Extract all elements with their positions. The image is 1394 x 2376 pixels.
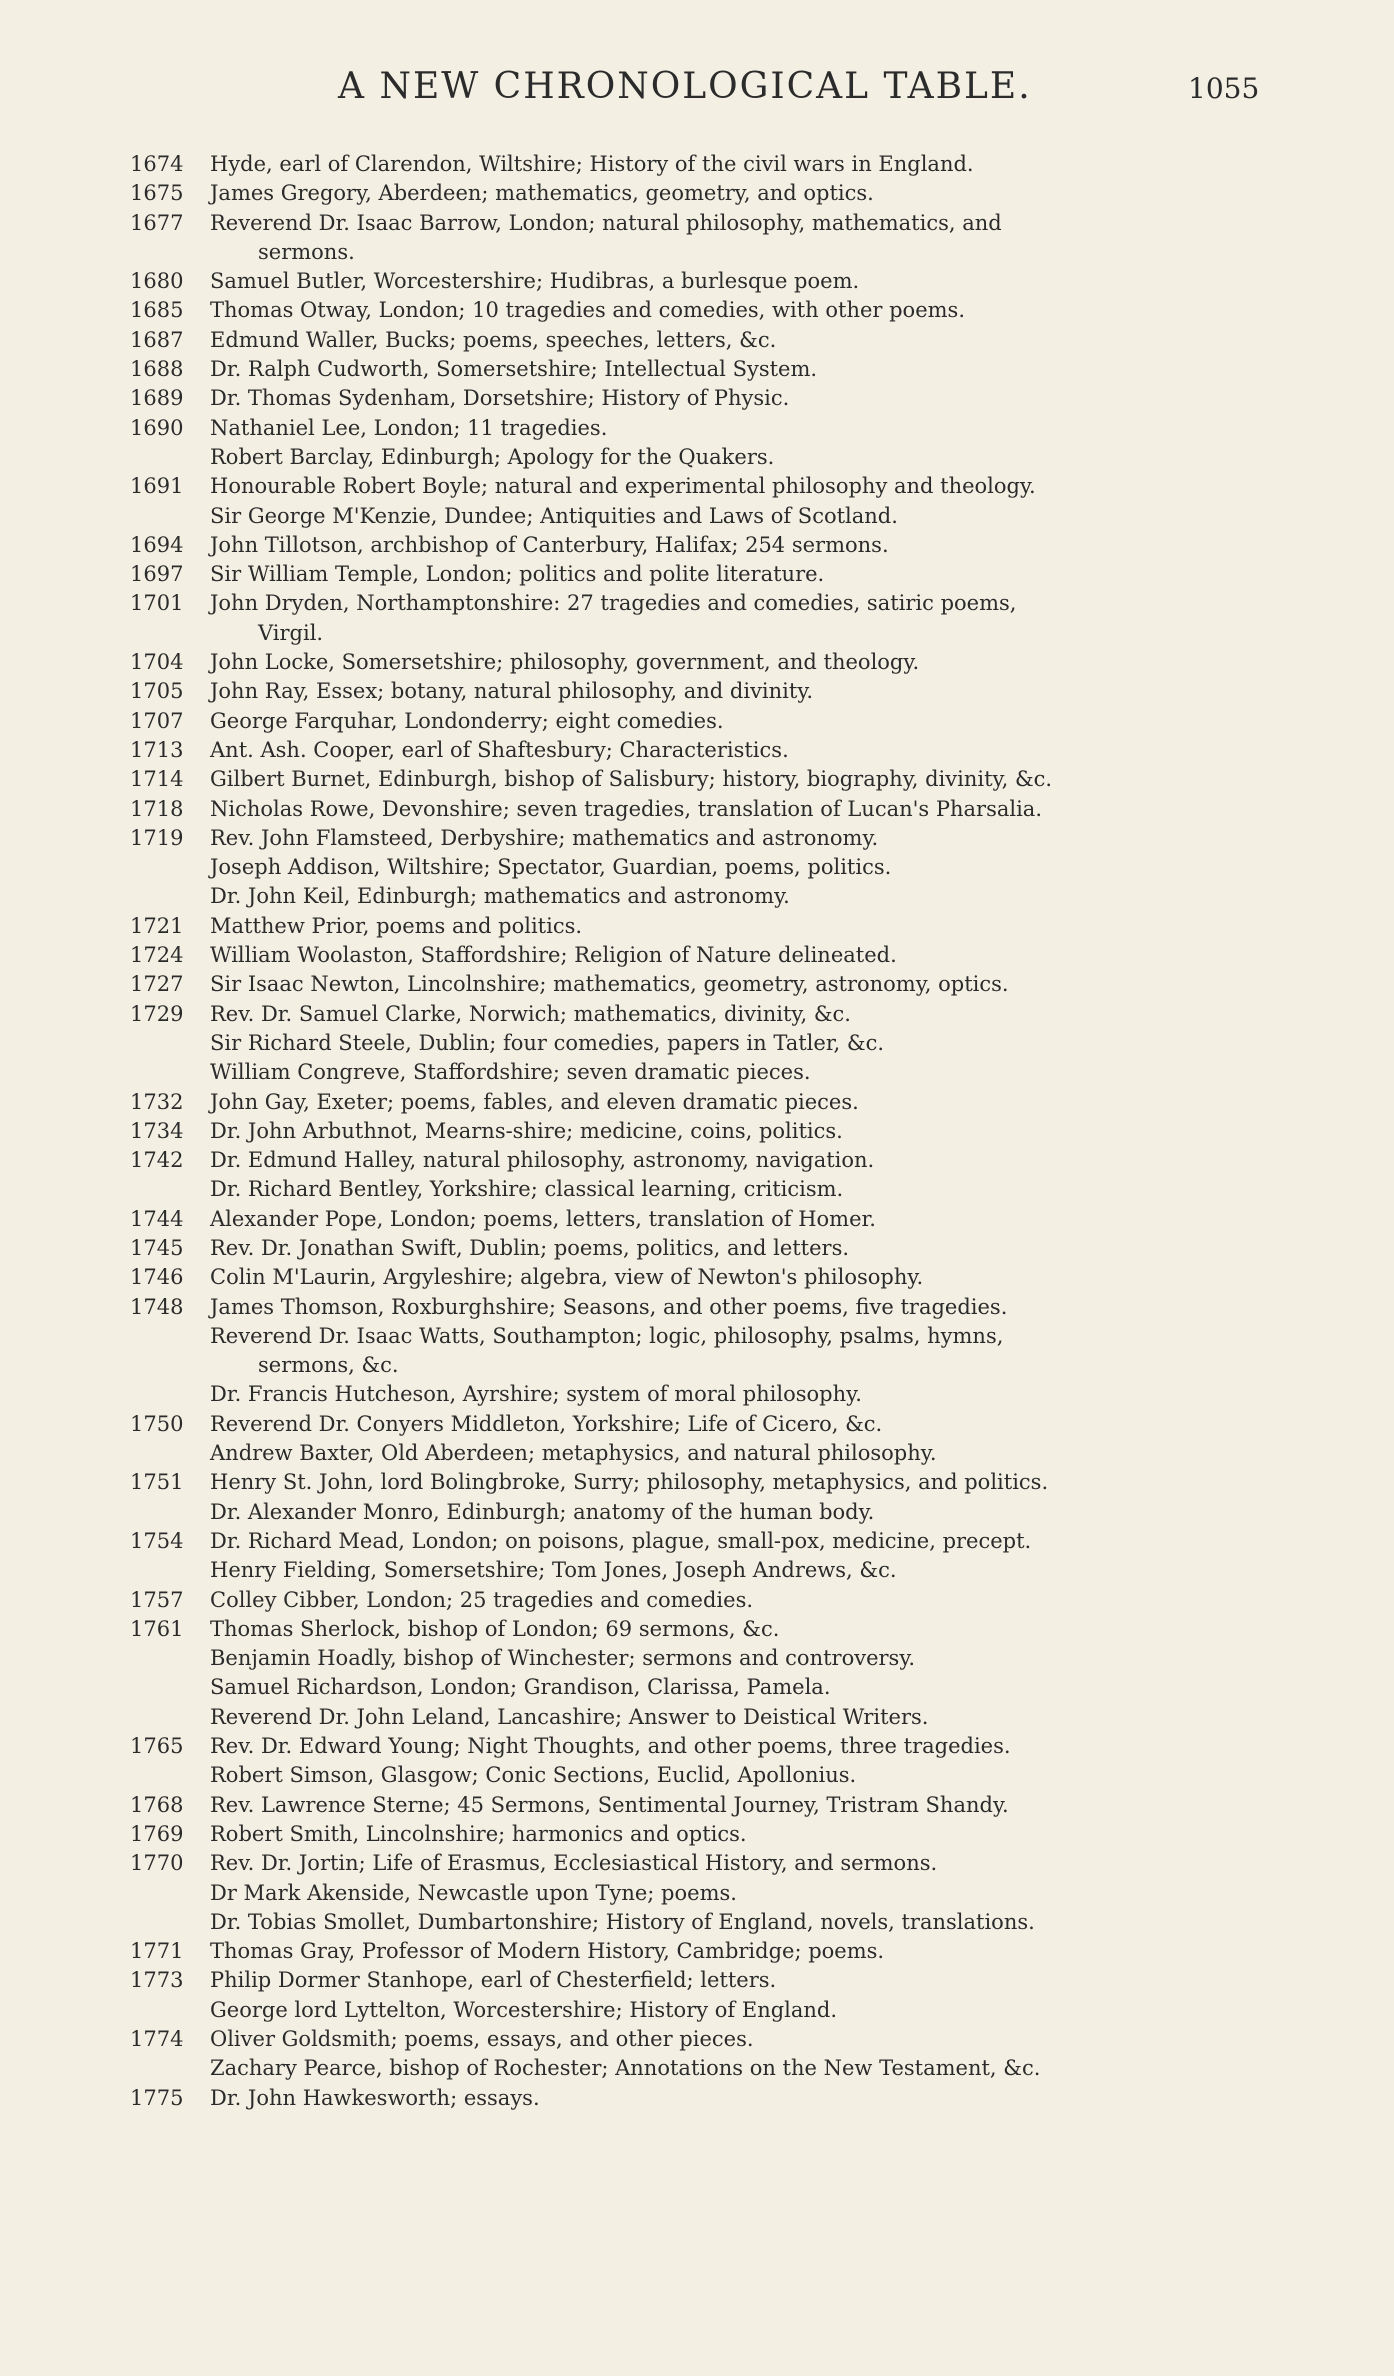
entry-text (210, 648, 1270, 677)
table-row (0, 1527, 1394, 1556)
table-row (0, 326, 1394, 355)
entry-description: Reverend Dr. Conyers Middleton, Yorkshire; Life of Cicero, &c. (210, 1411, 883, 1436)
entry-year: 1734 (130, 1118, 184, 1143)
entry-year: 1674 (130, 152, 184, 176)
entry-description: Edmund Waller, Bucks; poems, speeches, letters, &c. (210, 327, 777, 352)
entry-year: 1690 (130, 415, 184, 440)
entry-text (210, 1586, 1270, 1615)
entry-description: Samuel Richardson, London; Grandison, Clarissa, Pamela. (210, 1675, 831, 1700)
entry-continuation: sermons, &c. (258, 1353, 399, 1378)
entry-continuation: Virgil. (258, 620, 324, 645)
table-row (0, 648, 1394, 677)
entry-text (210, 1175, 1270, 1204)
page-number: 1055 (1188, 72, 1260, 105)
entry-text (210, 1088, 1270, 1117)
table-row (0, 531, 1394, 560)
table-row (0, 209, 1394, 268)
entry-year: 1732 (130, 1089, 184, 1114)
entry-year: 1742 (130, 1148, 184, 1173)
table-row (0, 1996, 1394, 2025)
entry-year: 1687 (130, 327, 184, 352)
entry-text (210, 1146, 1270, 1175)
entry-text (210, 1644, 1270, 1673)
entry-text (210, 677, 1270, 706)
entry-year: 1701 (130, 591, 184, 616)
table-row (0, 1380, 1394, 1409)
entry-text (210, 2025, 1270, 2054)
table-row (0, 795, 1394, 824)
entry-description: Sir George M'Kenzie, Dundee; Antiquities and Laws of Scotland. (210, 503, 898, 528)
entry-text (210, 1937, 1270, 1966)
entry-description: Reverend Dr. John Leland, Lancashire; Answer to Deistical Writers. (210, 1704, 929, 1729)
entry-year: 1691 (130, 474, 184, 499)
entry-text (210, 736, 1270, 765)
table-row (0, 2025, 1394, 2054)
entry-year: 1685 (130, 298, 184, 323)
table-row (0, 1234, 1394, 1263)
entry-year: 1713 (130, 737, 184, 762)
entry-description: Dr. Ralph Cudworth, Somersetshire; Intellectual System. (210, 357, 818, 382)
entry-text (210, 1000, 1270, 1029)
table-row (0, 1586, 1394, 1615)
entry-text (210, 1439, 1270, 1468)
entry-description: Colley Cibber, London; 25 tragedies and comedies. (210, 1587, 754, 1612)
entry-year: 1768 (130, 1792, 184, 1817)
entry-text (210, 443, 1270, 472)
entry-text (210, 355, 1270, 384)
entry-text (210, 795, 1270, 824)
entry-description: John Locke, Somersetshire; philosophy, government, and theology. (210, 650, 920, 675)
entry-text (210, 970, 1270, 999)
table-row (0, 1761, 1394, 1790)
entry-text (210, 589, 1270, 648)
entry-description: Dr. John Hawkesworth; essays. (210, 2085, 540, 2110)
entry-description: Thomas Otway, London; 10 tragedies and comedies, with other poems. (210, 298, 965, 323)
entry-description: Thomas Gray, Professor of Modern History, Cambridge; poems. (210, 1939, 885, 1964)
table-row (0, 736, 1394, 765)
entry-text (210, 2084, 1270, 2113)
entry-description: Benjamin Hoadly, bishop of Winchester; sermons and controversy. (210, 1646, 916, 1671)
entry-text (210, 1117, 1270, 1146)
table-row (0, 1088, 1394, 1117)
table-row (0, 1615, 1394, 1644)
entry-year: 1773 (130, 1968, 184, 1993)
entry-text (210, 765, 1270, 794)
table-row (0, 1498, 1394, 1527)
entry-text (210, 502, 1270, 531)
entry-year: 1680 (130, 269, 184, 294)
table-row (0, 1908, 1394, 1937)
entry-year: 1694 (130, 532, 184, 557)
entry-description: James Gregory, Aberdeen; mathematics, geometry, and optics. (210, 181, 874, 206)
entry-year: 1775 (130, 2085, 184, 2110)
entry-description: George lord Lyttelton, Worcestershire; History of England. (210, 1997, 838, 2022)
table-row (0, 1966, 1394, 1995)
entry-text (210, 1556, 1270, 1585)
entry-year: 1771 (130, 1939, 184, 1964)
entry-year: 1745 (130, 1235, 184, 1260)
table-row (0, 1263, 1394, 1292)
entry-description: Rev. Dr. Jonathan Swift, Dublin; poems, politics, and letters. (210, 1235, 850, 1260)
entry-description: Oliver Goldsmith; poems, essays, and other pieces. (210, 2027, 754, 2051)
entry-text (210, 326, 1270, 355)
table-row (0, 2054, 1394, 2083)
entry-description: George Farquhar, Londonderry; eight comedies. (210, 708, 724, 733)
entry-year: 1677 (130, 210, 184, 235)
entry-text (210, 707, 1270, 736)
entry-description: Dr. Edmund Halley, natural philosophy, astronomy, navigation. (210, 1148, 875, 1173)
entry-year: 1705 (130, 679, 184, 704)
table-row (0, 1293, 1394, 1322)
entry-year: 1754 (130, 1528, 184, 1553)
entry-description: Robert Simson, Glasgow; Conic Sections, Euclid, Apollonius. (210, 1763, 857, 1788)
entry-description: Dr. Francis Hutcheson, Ayrshire; system of moral philosophy. (210, 1382, 862, 1407)
table-row (0, 1703, 1394, 1732)
entry-text (210, 267, 1270, 296)
entry-text (210, 1820, 1270, 1849)
entry-year: 1729 (130, 1001, 184, 1026)
entry-text (210, 560, 1270, 589)
entry-year: 1704 (130, 650, 184, 675)
table-row (0, 1322, 1394, 1381)
entry-description: Rev. Dr. Samuel Clarke, Norwich; mathematics, divinity, &c. (210, 1001, 851, 1026)
entry-description: Alexander Pope, London; poems, letters, translation of Homer. (210, 1206, 876, 1231)
entry-description: Dr. Richard Bentley, Yorkshire; classical learning, criticism. (210, 1177, 844, 1202)
entry-description: Sir William Temple, London; politics and polite literature. (210, 562, 825, 587)
entry-year: 1761 (130, 1616, 184, 1641)
table-row (0, 384, 1394, 413)
table-row (0, 296, 1394, 325)
table-row (0, 1556, 1394, 1585)
table-row (0, 707, 1394, 736)
entry-description: William Congreve, Staffordshire; seven dramatic pieces. (210, 1060, 811, 1085)
entry-text (210, 1234, 1270, 1263)
entry-description: Sir Richard Steele, Dublin; four comedies, papers in Tatler, &c. (210, 1030, 885, 1055)
entry-year: 1757 (130, 1587, 184, 1612)
entry-text (210, 1732, 1270, 1761)
entry-year: 1727 (130, 972, 184, 997)
entry-text (210, 1498, 1270, 1527)
table-row (0, 1673, 1394, 1702)
table-row (0, 1410, 1394, 1439)
table-row (0, 1468, 1394, 1497)
entry-description: Reverend Dr. Isaac Barrow, London; natural philosophy, mathematics, and (210, 210, 1002, 235)
entry-description: John Tillotson, archbishop of Canterbury, Halifax; 254 sermons. (210, 532, 889, 557)
entry-description: Rev. Lawrence Sterne; 45 Sermons, Sentimental Journey, Tristram Shandy. (210, 1792, 1009, 1817)
table-row (0, 1117, 1394, 1146)
table-row (0, 1937, 1394, 1966)
entry-text (210, 853, 1270, 882)
table-row (0, 1146, 1394, 1175)
table-row (0, 1732, 1394, 1761)
entry-description: Colin M'Laurin, Argyleshire; algebra, view of Newton's philosophy. (210, 1265, 924, 1290)
entry-text (210, 1849, 1270, 1878)
table-row (0, 1029, 1394, 1058)
table-row (0, 912, 1394, 941)
table-row (0, 1820, 1394, 1849)
chronology-list (0, 150, 1394, 2113)
entry-text (210, 1322, 1270, 1381)
entry-description: Thomas Sherlock, bishop of London; 69 sermons, &c. (210, 1616, 780, 1641)
table-row (0, 765, 1394, 794)
entry-year: 1765 (130, 1734, 184, 1759)
entry-text (210, 1205, 1270, 1234)
entry-text (210, 1791, 1270, 1820)
entry-description: Gilbert Burnet, Edinburgh, bishop of Salisbury; history, biography, divinity, &c. (210, 767, 1053, 792)
entry-description: John Ray, Essex; botany, natural philosophy, and divinity. (210, 679, 814, 704)
entry-description: Dr. Richard Mead, London; on poisons, plague, small-pox, medicine, precept. (210, 1528, 1032, 1553)
table-row (0, 941, 1394, 970)
table-row (0, 853, 1394, 882)
table-row (0, 1439, 1394, 1468)
table-row (0, 1849, 1394, 1878)
entry-text (210, 150, 1270, 179)
entry-text (210, 1293, 1270, 1322)
entry-description: Joseph Addison, Wiltshire; Spectator, Guardian, poems, politics. (210, 855, 892, 880)
entry-text (210, 912, 1270, 941)
entry-text (210, 179, 1270, 208)
table-row (0, 267, 1394, 296)
entry-year: 1721 (130, 913, 184, 938)
table-row (0, 502, 1394, 531)
entry-text (210, 531, 1270, 560)
entry-description: Dr. John Keil, Edinburgh; mathematics and astronomy. (210, 884, 790, 909)
entry-year: 1688 (130, 357, 184, 382)
entry-year: 1689 (130, 386, 184, 411)
entry-description: Robert Barclay, Edinburgh; Apology for the Quakers. (210, 444, 775, 469)
entry-text (210, 941, 1270, 970)
table-row (0, 560, 1394, 589)
table-row (0, 589, 1394, 648)
table-row (0, 1058, 1394, 1087)
entry-description: Philip Dormer Stanhope, earl of Chesterfield; letters. (210, 1968, 777, 1993)
table-row (0, 414, 1394, 443)
entry-year: 1719 (130, 825, 184, 850)
entry-year: 1675 (130, 181, 184, 206)
entry-text (210, 1908, 1270, 1937)
table-row (0, 2084, 1394, 2113)
entry-year: 1748 (130, 1294, 184, 1319)
entry-year: 1746 (130, 1265, 184, 1290)
entry-description: Hyde, earl of Clarendon, Wiltshire; History of the civil wars in England. (210, 152, 974, 176)
entry-description: William Woolaston, Staffordshire; Religion of Nature delineated. (210, 943, 897, 968)
entry-continuation: sermons. (258, 239, 355, 264)
table-row (0, 1175, 1394, 1204)
entry-text (210, 1410, 1270, 1439)
entry-description: Sir Isaac Newton, Lincolnshire; mathematics, geometry, astronomy, optics. (210, 972, 1009, 997)
table-row (0, 355, 1394, 384)
page-header (0, 66, 1394, 126)
table-row (0, 677, 1394, 706)
entry-year: 1714 (130, 767, 184, 792)
entry-text (210, 1527, 1270, 1556)
entry-year: 1697 (130, 562, 184, 587)
entry-year: 1744 (130, 1206, 184, 1231)
entry-description: Robert Smith, Lincolnshire; harmonics and optics. (210, 1821, 747, 1846)
entry-text (210, 209, 1270, 268)
entry-description: Samuel Butler, Worcestershire; Hudibras, a burlesque poem. (210, 269, 860, 294)
entry-description: Nicholas Rowe, Devonshire; seven tragedies, translation of Lucan's Pharsalia. (210, 796, 1042, 821)
entry-text (210, 1263, 1270, 1292)
entry-year: 1751 (130, 1470, 184, 1495)
entry-description: Andrew Baxter, Old Aberdeen; metaphysics, and natural philosophy. (210, 1441, 937, 1466)
entry-description: Dr. Thomas Sydenham, Dorsetshire; History of Physic. (210, 386, 790, 411)
entry-description: John Gay, Exeter; poems, fables, and eleven dramatic pieces. (210, 1089, 859, 1114)
entry-text (210, 1996, 1270, 2025)
entry-description: Rev. Dr. Jortin; Life of Erasmus, Ecclesiastical History, and sermons. (210, 1851, 938, 1876)
entry-text (210, 1879, 1270, 1908)
table-row (0, 1000, 1394, 1029)
entry-year: 1774 (130, 2027, 184, 2051)
entry-description: Reverend Dr. Isaac Watts, Southampton; logic, philosophy, psalms, hymns, (210, 1323, 1004, 1348)
entry-description: Rev. Dr. Edward Young; Night Thoughts, and other poems, three tragedies. (210, 1734, 1011, 1759)
entry-description: Dr. John Arbuthnot, Mearns-shire; medicine, coins, politics. (210, 1118, 843, 1143)
entry-text (210, 1615, 1270, 1644)
table-row (0, 1205, 1394, 1234)
entry-description: Zachary Pearce, bishop of Rochester; Annotations on the New Testament, &c. (210, 2056, 1041, 2081)
entry-description: Henry St. John, lord Bolingbroke, Surry; philosophy, metaphysics, and politics. (210, 1470, 1049, 1495)
entry-description: Matthew Prior, poems and politics. (210, 913, 583, 938)
table-row (0, 1879, 1394, 1908)
entry-description: Nathaniel Lee, London; 11 tragedies. (210, 415, 608, 440)
entry-text (210, 1703, 1270, 1732)
entry-description: Ant. Ash. Cooper, earl of Shaftesbury; Characteristics. (210, 737, 789, 762)
table-row (0, 179, 1394, 208)
entry-text (210, 2054, 1270, 2083)
entry-description: Honourable Robert Boyle; natural and experimental philosophy and theology. (210, 474, 1036, 499)
entry-description: John Dryden, Northamptonshire: 27 tragedies and comedies, satiric poems, (210, 591, 1017, 616)
table-row (0, 443, 1394, 472)
table-row (0, 882, 1394, 911)
entry-text (210, 1761, 1270, 1790)
entry-text (210, 414, 1270, 443)
page-title: A NEW CHRONOLOGICAL TABLE. (338, 66, 1032, 107)
entry-text (210, 1673, 1270, 1702)
entry-year: 1750 (130, 1411, 184, 1436)
entry-year: 1769 (130, 1821, 184, 1846)
entry-text (210, 882, 1270, 911)
entry-text (210, 1029, 1270, 1058)
entry-description: Dr. Tobias Smollet, Dumbartonshire; History of England, novels, translations. (210, 1909, 1035, 1934)
entry-text (210, 824, 1270, 853)
table-row (0, 1644, 1394, 1673)
entry-year: 1724 (130, 943, 184, 968)
entry-description: Dr. Alexander Monro, Edinburgh; anatomy of the human body. (210, 1499, 875, 1524)
table-row (0, 824, 1394, 853)
entry-description: Rev. John Flamsteed, Derbyshire; mathematics and astronomy. (210, 825, 879, 850)
entry-text (210, 1380, 1270, 1409)
entry-text (210, 472, 1270, 501)
entry-text (210, 296, 1270, 325)
entry-description: Henry Fielding, Somersetshire; Tom Jones, Joseph Andrews, &c. (210, 1558, 897, 1583)
entry-text (210, 384, 1270, 413)
entry-text (210, 1966, 1270, 1995)
table-row (0, 150, 1394, 179)
entry-text (210, 1468, 1270, 1497)
table-row (0, 472, 1394, 501)
entry-description: Dr Mark Akenside, Newcastle upon Tyne; poems. (210, 1880, 737, 1905)
table-row (0, 970, 1394, 999)
entry-text (210, 1058, 1270, 1087)
table-row (0, 1791, 1394, 1820)
entry-description: James Thomson, Roxburghshire; Seasons, and other poems, five tragedies. (210, 1294, 1008, 1319)
entry-year: 1707 (130, 708, 184, 733)
entry-year: 1770 (130, 1851, 184, 1876)
entry-year: 1718 (130, 796, 184, 821)
